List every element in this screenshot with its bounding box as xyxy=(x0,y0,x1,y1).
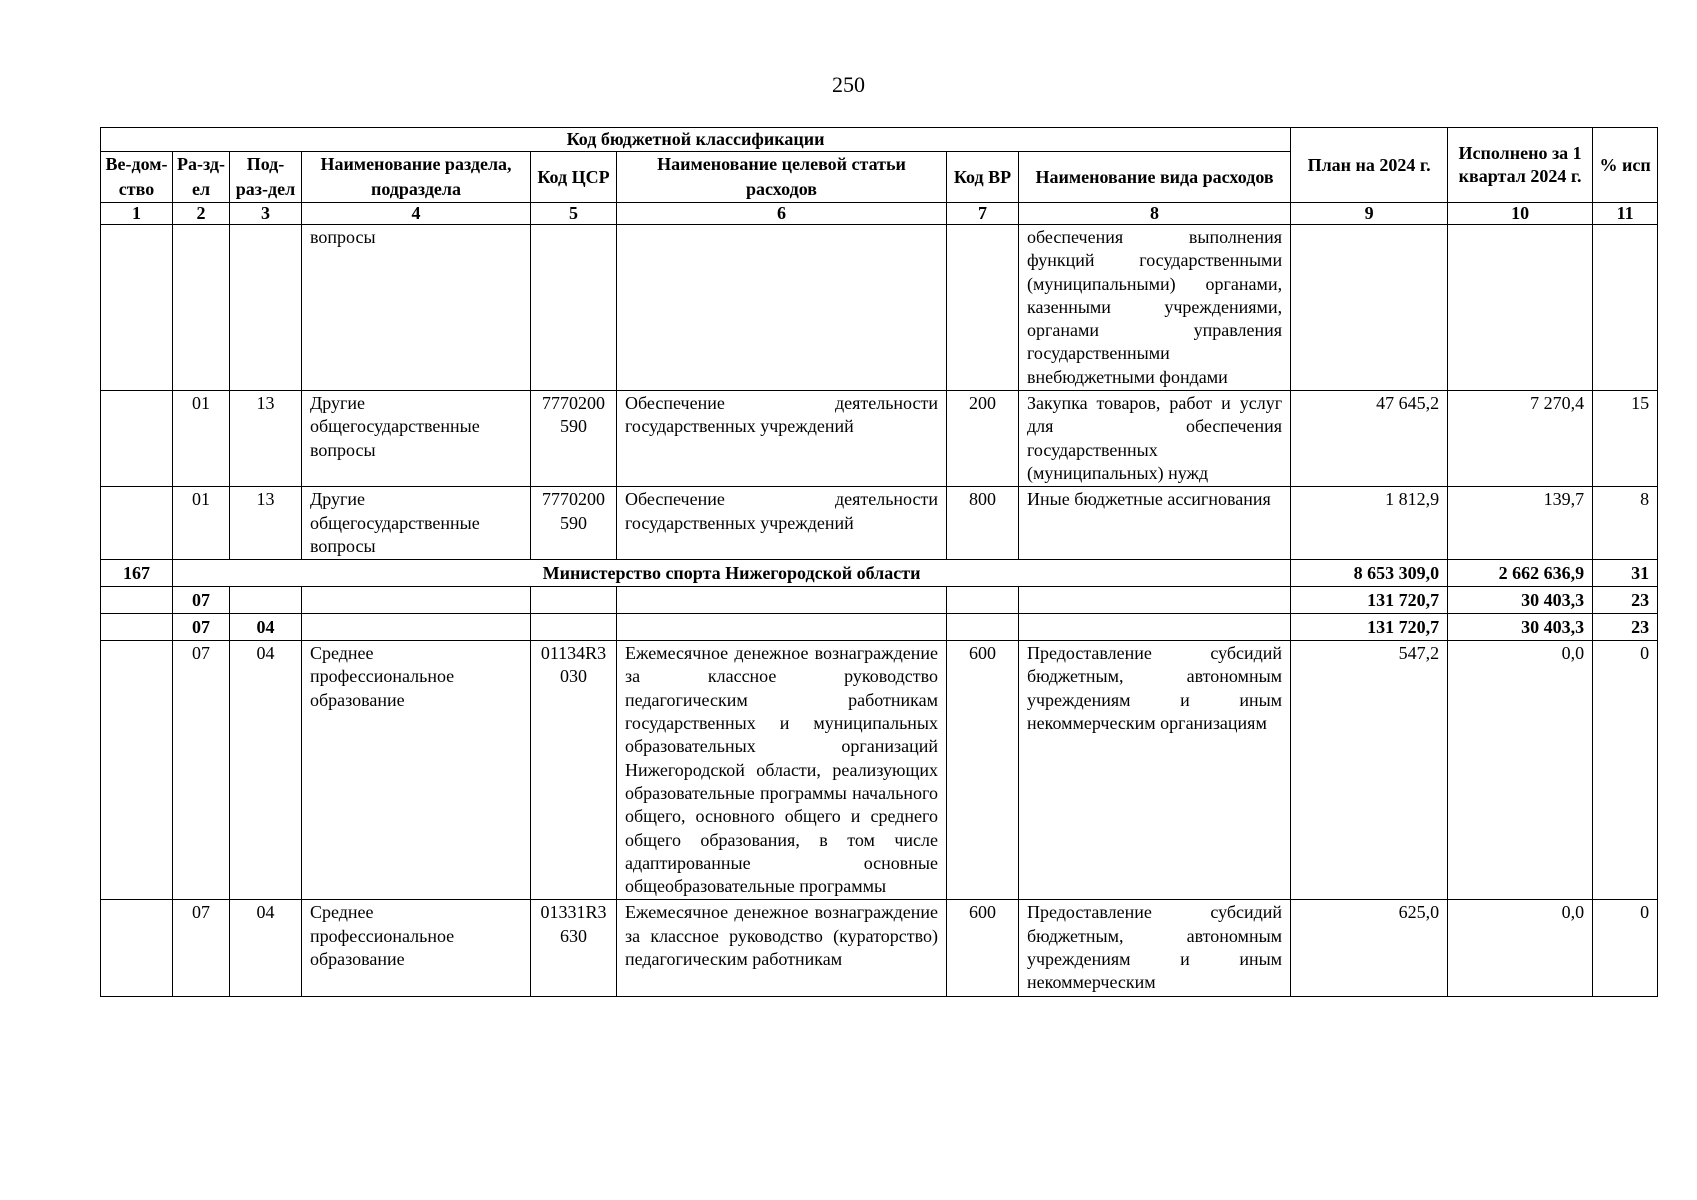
cell-section xyxy=(173,225,230,391)
section-total-row xyxy=(101,587,1658,614)
header-plan: План на 2024 г. xyxy=(1291,128,1448,203)
cell-section: 07 xyxy=(173,900,230,996)
cell-vr: 600 xyxy=(947,900,1019,996)
column-number: 10 xyxy=(1448,203,1593,225)
cell-section-name xyxy=(302,587,531,614)
cell-section: 07 xyxy=(173,587,230,614)
cell-section-name: вопросы xyxy=(302,225,531,391)
cell-dept xyxy=(101,391,173,487)
header-percent: % исп xyxy=(1593,128,1658,203)
cell-percent: 31 xyxy=(1593,560,1658,587)
header-budget-classification: Код бюджетной классификации xyxy=(101,128,1291,152)
cell-plan: 547,2 xyxy=(1291,641,1448,900)
cell-vr-name xyxy=(1019,587,1291,614)
cell-done: 139,7 xyxy=(1448,487,1593,560)
cell-done xyxy=(1448,225,1593,391)
cell-percent: 8 xyxy=(1593,487,1658,560)
cell-plan: 8 653 309,0 xyxy=(1291,560,1448,587)
cell-target-name: Обеспечение деятельности государственных учреждений xyxy=(617,391,947,487)
column-number: 6 xyxy=(617,203,947,225)
cell-section-name xyxy=(302,614,531,641)
cell-vr: 600 xyxy=(947,641,1019,900)
column-number: 3 xyxy=(230,203,302,225)
cell-section: 07 xyxy=(173,641,230,900)
cell-dept: 167 xyxy=(101,560,173,587)
page-number: 250 xyxy=(832,72,865,97)
header-done: Исполнено за 1 квартал 2024 г. xyxy=(1448,128,1593,203)
cell-percent: 23 xyxy=(1593,587,1658,614)
cell-done: 30 403,3 xyxy=(1448,614,1593,641)
table-row xyxy=(101,391,1658,487)
cell-section-name: Другие общегосударственные вопросы xyxy=(302,391,531,487)
cell-target-name: Ежемесячное денежное вознаграждение за классное руководство педагогическим работникам государственных и муниципальных образовательных организаций Нижегородской области, реализующих образовательные программы начального общего, основного общего и среднего общего образования, в том числе адаптированные основные общеобразовательные программы xyxy=(617,641,947,900)
cell-subsection: 13 xyxy=(230,487,302,560)
header-section: Ра-зд-ел xyxy=(173,152,230,203)
cell-subsection xyxy=(230,225,302,391)
cell-vr-name: обеспечения выполнения функций государственными (муниципальными) органами, казенными учреждениями, органами управления государственными внебюджетными фондами xyxy=(1019,225,1291,391)
column-number: 8 xyxy=(1019,203,1291,225)
cell-percent xyxy=(1593,225,1658,391)
cell-done: 0,0 xyxy=(1448,641,1593,900)
cell-subsection: 13 xyxy=(230,391,302,487)
cell-section-name: Среднее профессиональное образование xyxy=(302,900,531,996)
subsection-total-row xyxy=(101,614,1658,641)
cell-vr xyxy=(947,587,1019,614)
cell-csr: 7770200590 xyxy=(531,391,617,487)
cell-target-name: Обеспечение деятельности государственных учреждений xyxy=(617,487,947,560)
ministry-title: Министерство спорта Нижегородской области xyxy=(173,560,1291,587)
budget-table xyxy=(100,127,1658,997)
cell-done: 0,0 xyxy=(1448,900,1593,996)
cell-csr xyxy=(531,225,617,391)
cell-dept xyxy=(101,587,173,614)
cell-section: 01 xyxy=(173,487,230,560)
cell-plan: 131 720,7 xyxy=(1291,587,1448,614)
column-number: 5 xyxy=(531,203,617,225)
cell-plan: 47 645,2 xyxy=(1291,391,1448,487)
cell-done: 7 270,4 xyxy=(1448,391,1593,487)
column-number: 2 xyxy=(173,203,230,225)
cell-dept xyxy=(101,614,173,641)
table-row xyxy=(101,641,1658,900)
header-dept: Ве-дом-ство xyxy=(101,152,173,203)
cell-percent: 0 xyxy=(1593,641,1658,900)
cell-target-name: Ежемесячное денежное вознаграждение за классное руководство (кураторство) педагогическим работникам xyxy=(617,900,947,996)
cell-subsection: 04 xyxy=(230,641,302,900)
cell-vr xyxy=(947,225,1019,391)
cell-csr: 01331R3630 xyxy=(531,900,617,996)
column-number: 7 xyxy=(947,203,1019,225)
cell-done: 2 662 636,9 xyxy=(1448,560,1593,587)
table-row xyxy=(101,487,1658,560)
cell-target-name xyxy=(617,587,947,614)
cell-plan: 131 720,7 xyxy=(1291,614,1448,641)
cell-vr-name: Иные бюджетные ассигнования xyxy=(1019,487,1291,560)
cell-csr xyxy=(531,614,617,641)
cell-dept xyxy=(101,900,173,996)
header-section-name: Наименование раздела, подраздела xyxy=(302,152,531,203)
cell-percent: 23 xyxy=(1593,614,1658,641)
cell-section-name: Среднее профессиональное образование xyxy=(302,641,531,900)
cell-vr-name: Предоставление субсидий бюджетным, автономным учреждениям и иным некоммерческим xyxy=(1019,900,1291,996)
cell-subsection: 04 xyxy=(230,900,302,996)
cell-plan xyxy=(1291,225,1448,391)
cell-vr-name: Предоставление субсидий бюджетным, автономным учреждениям и иным некоммерческим организациям xyxy=(1019,641,1291,900)
cell-dept xyxy=(101,225,173,391)
cell-target-name xyxy=(617,225,947,391)
cell-percent: 0 xyxy=(1593,900,1658,996)
header-vr: Код ВР xyxy=(947,152,1019,203)
cell-plan: 625,0 xyxy=(1291,900,1448,996)
table-row xyxy=(101,225,1658,391)
column-number: 11 xyxy=(1593,203,1658,225)
cell-section-name: Другие общегосударственные вопросы xyxy=(302,487,531,560)
header-vr-name: Наименование вида расходов xyxy=(1019,152,1291,203)
cell-vr xyxy=(947,614,1019,641)
cell-plan: 1 812,9 xyxy=(1291,487,1448,560)
cell-section: 07 xyxy=(173,614,230,641)
cell-vr: 200 xyxy=(947,391,1019,487)
cell-section: 01 xyxy=(173,391,230,487)
cell-dept xyxy=(101,487,173,560)
cell-vr: 800 xyxy=(947,487,1019,560)
cell-subsection: 04 xyxy=(230,614,302,641)
ministry-row xyxy=(101,560,1658,587)
header-target-name: Наименование целевой статьи расходов xyxy=(617,152,947,203)
column-number: 4 xyxy=(302,203,531,225)
cell-target-name xyxy=(617,614,947,641)
cell-csr: 01134R3030 xyxy=(531,641,617,900)
cell-csr: 7770200590 xyxy=(531,487,617,560)
cell-subsection xyxy=(230,587,302,614)
cell-done: 30 403,3 xyxy=(1448,587,1593,614)
header-csr: Код ЦСР xyxy=(531,152,617,203)
header-subsection: Под-раз-дел xyxy=(230,152,302,203)
cell-vr-name: Закупка товаров, работ и услуг для обеспечения государственных (муниципальных) нужд xyxy=(1019,391,1291,487)
column-number: 1 xyxy=(101,203,173,225)
cell-csr xyxy=(531,587,617,614)
column-number: 9 xyxy=(1291,203,1448,225)
cell-vr-name xyxy=(1019,614,1291,641)
cell-percent: 15 xyxy=(1593,391,1658,487)
table-row xyxy=(101,900,1658,996)
cell-dept xyxy=(101,641,173,900)
